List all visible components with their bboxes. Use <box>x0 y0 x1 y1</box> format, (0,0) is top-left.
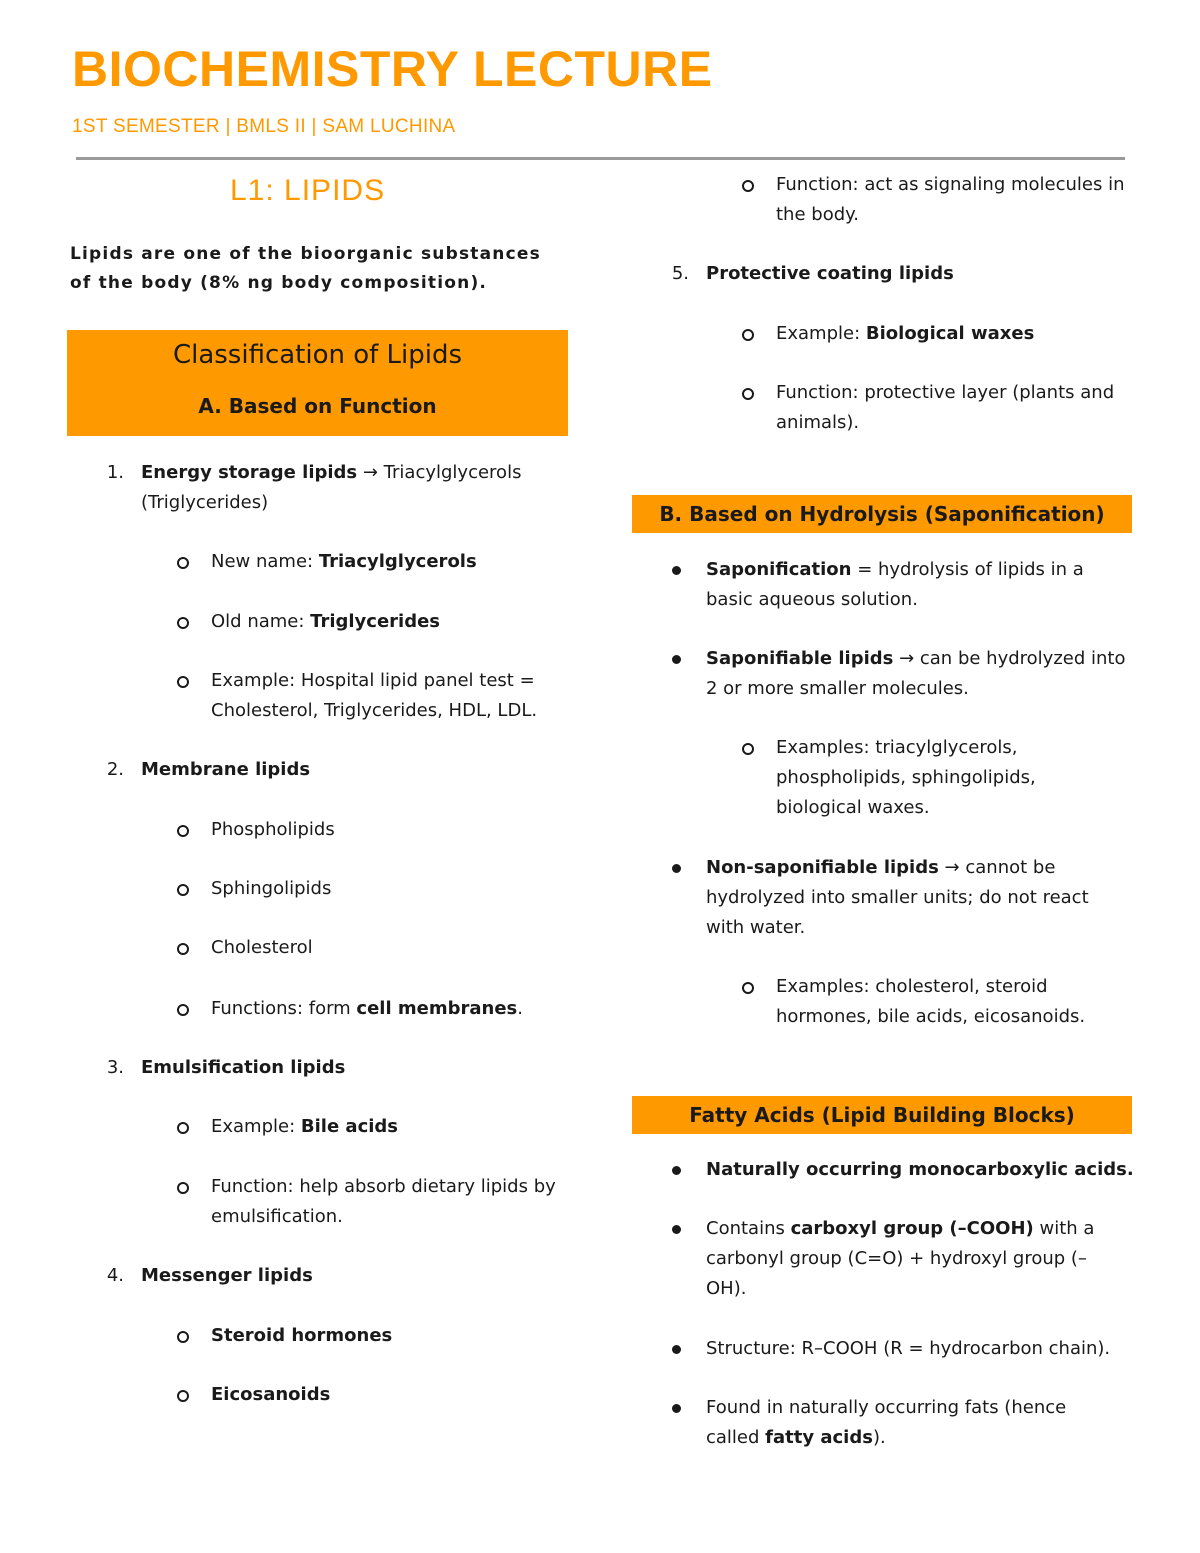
circle-bullet-icon <box>742 388 754 400</box>
list-item: Functions: form cell membranes. <box>211 998 524 1019</box>
list-item: Examples: triacylglycerols, phospholipids, sphingolipids, biological waxes. <box>776 737 1036 818</box>
dot-bullet-icon <box>672 566 681 575</box>
circle-bullet-icon <box>742 329 754 341</box>
dot-bullet-icon <box>672 1166 681 1175</box>
circle-bullet-icon <box>742 180 754 192</box>
circle-bullet-icon <box>177 825 189 837</box>
dot-bullet-icon <box>672 1345 681 1354</box>
header-divider <box>76 157 1125 160</box>
item-text: → Triacylglycerols (Triglycerides) <box>141 462 522 513</box>
list-item: Eicosanoids <box>211 1384 331 1405</box>
fatty-acids-heading: Fatty Acids (Lipid Building Blocks) <box>632 1096 1132 1134</box>
list-item: Non-saponifiable lipids → cannot be hydrolyzed into smaller units; do not react with water. <box>706 857 1089 938</box>
lesson-title: L1: LIPIDS <box>230 174 386 207</box>
circle-bullet-icon <box>177 676 189 688</box>
list-item: Contains carboxyl group (–COOH) with a carbonyl group (C=O) + hydroxyl group (–OH). <box>706 1218 1095 1299</box>
list-item: Function: protective layer (plants and animals). <box>776 382 1115 433</box>
list-item: Saponification = hydrolysis of lipids in a basic aqueous solution. <box>706 559 1084 610</box>
list-item: Phospholipids <box>211 819 335 840</box>
list-item: Old name: Triglycerides <box>211 611 441 632</box>
circle-bullet-icon <box>177 1390 189 1402</box>
dot-bullet-icon <box>672 1404 681 1413</box>
dot-bullet-icon <box>672 655 681 664</box>
circle-bullet-icon <box>177 1122 189 1134</box>
list-item: New name: Triacylglycerols <box>211 551 477 572</box>
circle-bullet-icon <box>742 743 754 755</box>
list-item: Examples: cholesterol, steroid hormones, bile acids, eicosanoids. <box>776 976 1086 1027</box>
circle-bullet-icon <box>177 1331 189 1343</box>
list-item: Function: help absorb dietary lipids by emulsification. <box>211 1176 556 1227</box>
circle-bullet-icon <box>177 557 189 569</box>
function-subheading: A. Based on Function <box>198 394 437 418</box>
circle-bullet-icon <box>177 1004 189 1016</box>
list-item: Sphingolipids <box>211 878 332 899</box>
circle-bullet-icon <box>177 1182 189 1194</box>
classification-heading-box <box>67 330 568 436</box>
circle-bullet-icon <box>742 982 754 994</box>
list-item: Saponifiable lipids → can be hydrolyzed into 2 or more smaller molecules. <box>706 648 1126 699</box>
circle-bullet-icon <box>177 884 189 896</box>
classification-heading: Classification of Lipids <box>172 340 463 370</box>
list-item: Example: Biological waxes <box>776 323 1035 344</box>
circle-bullet-icon <box>177 943 189 955</box>
list-item: Structure: R–COOH (R = hydrocarbon chain). <box>706 1338 1111 1359</box>
list-item: Example: Bile acids <box>211 1116 399 1137</box>
circle-bullet-icon <box>177 617 189 629</box>
list-item: Naturally occurring monocarboxylic acids. <box>706 1159 1134 1180</box>
document-subtitle: 1ST SEMESTER | BMLS II | SAM LUCHINA <box>72 116 456 137</box>
list-item: Found in naturally occurring fats (hence called fatty acids). <box>706 1397 1067 1448</box>
list-item: Cholesterol <box>211 937 313 958</box>
hydrolysis-heading: B. Based on Hydrolysis (Saponification) <box>632 495 1132 533</box>
item-number: 1. <box>106 462 124 483</box>
list-item: Steroid hormones <box>211 1325 393 1346</box>
document-title: BIOCHEMISTRY LECTURE <box>72 41 713 97</box>
list-item: Example: Hospital lipid panel test = Cholesterol, Triglycerides, HDL, LDL. <box>211 670 538 721</box>
lesson-intro: Lipids are one of the bioorganic substances of the body (8% ng body composition). <box>70 244 541 293</box>
dot-bullet-icon <box>672 1225 681 1234</box>
dot-bullet-icon <box>672 864 681 873</box>
list-item: Function: act as signaling molecules in the body. <box>776 174 1125 225</box>
item-bold: Energy storage lipids <box>141 462 358 483</box>
